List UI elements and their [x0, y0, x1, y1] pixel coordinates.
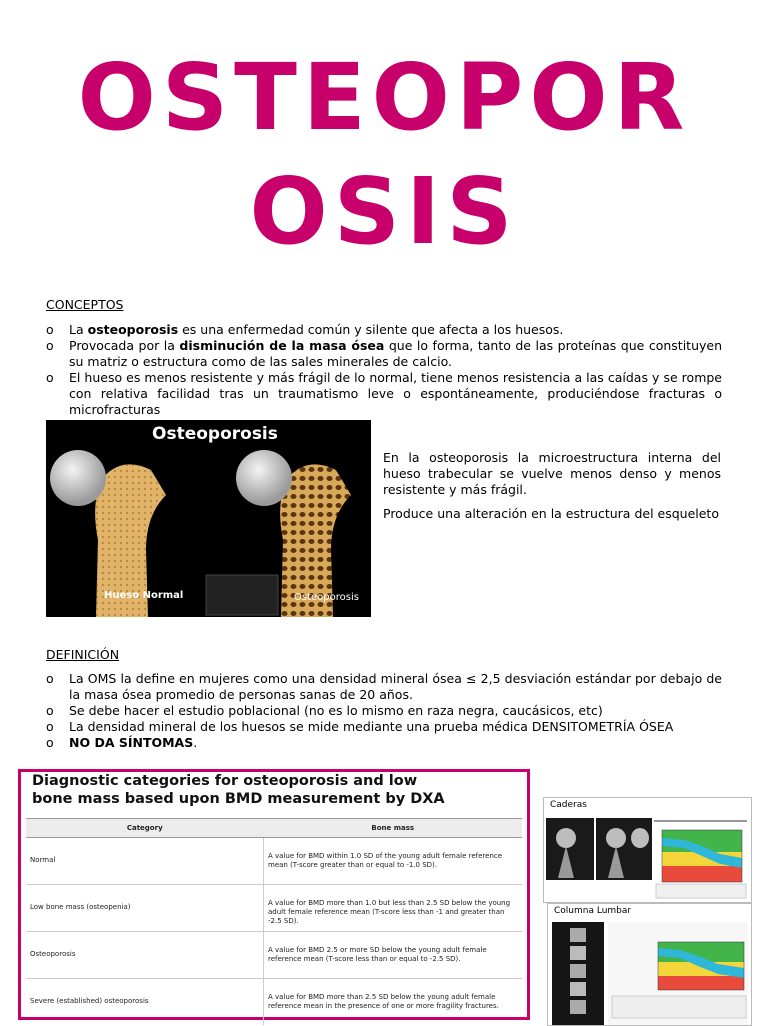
bullet-marker: o [46, 719, 54, 734]
side-paragraph-2: Produce una alteración en la estructura del esqueleto [383, 506, 719, 521]
image-label-normal: Hueso Normal [104, 590, 184, 601]
scan-label-hips: Caderas [550, 800, 587, 810]
table-header-row [26, 819, 522, 838]
page-title-line2: OSIS [249, 158, 519, 265]
table-cell: Low bone mass (osteopenia) [26, 885, 264, 932]
definicion-list [46, 671, 722, 751]
table-cell: Normal [26, 838, 264, 885]
bullet-marker: o [46, 370, 54, 385]
femur-illustration [46, 420, 371, 617]
bullet-marker: o [46, 338, 54, 353]
table-cell: A value for BMD 2.5 or more SD below the young adult female reference mean (T-score less than or equal to -2.5 SD). [264, 932, 523, 979]
conceptos-list [46, 322, 722, 418]
column-header-category: Category [26, 819, 264, 838]
dxa-table-title: Diagnostic categories for osteoporosis and low bone mass based upon BMD measurement by DXA [32, 773, 445, 807]
bullet-marker: o [46, 671, 54, 686]
bullet-marker: o [46, 322, 54, 337]
page-title-line1: OSTEOPOR [77, 44, 691, 151]
list-item: o Se debe hacer el estudio poblacional (no es lo mismo en raza negra, caucásicos, etc) [46, 703, 603, 718]
table-row [26, 885, 522, 932]
section-heading-conceptos: CONCEPTOS [46, 297, 124, 312]
dxa-table [26, 818, 522, 1025]
osteoporosis-bone-image [46, 420, 371, 617]
list-item: o Provocada por la disminución de la masa ósea que lo forma, tanto de las proteínas que constituyen su matriz o estructura como de las sales minerales de calcio. [46, 338, 723, 369]
table-cell: A value for BMD more than 1.0 but less than 2.5 SD below the young adult female reference mean (T-score less than -1 and greater than -2.5 SD). [264, 885, 523, 932]
spine-densitometry-scan [547, 903, 752, 1026]
image-label-osteoporosis: Osteoporosis [294, 592, 359, 603]
column-header-bone-mass: Bone mass [264, 819, 523, 838]
side-paragraph-1: En la osteoporosis la microestructura interna del hueso trabecular se vuelve menos denso y menos resistente y más frágil. [383, 450, 721, 497]
table-row [26, 979, 522, 1026]
list-item: o NO DA SÍNTOMAS. [46, 735, 198, 750]
list-item: o El hueso es menos resistente y más frágil de lo normal, tiene menos resistencia a las caídas y se rompe con relativa facilidad tras un traumatismo leve o espontáneamente, produciéndose fracturas o microfracturas [46, 370, 722, 417]
list-item: o La OMS la define en mujeres como una densidad mineral ósea ≤ 2,5 desviación estándar por debajo de la masa ósea promedio de personas sanas de 20 años. [46, 671, 722, 702]
list-item: o La osteoporosis es una enfermedad común y silente que afecta a los huesos. [46, 322, 564, 337]
table-row [26, 838, 522, 885]
scan-label-spine: Columna Lumbar [554, 906, 632, 916]
hip-scan-graphic [544, 798, 751, 902]
table-cell: Severe (established) osteoporosis [26, 979, 264, 1026]
section-heading-definicion: DEFINICIÓN [46, 647, 120, 662]
table-cell: Osteoporosis [26, 932, 264, 979]
bullet-marker: o [46, 703, 54, 718]
spine-scan-graphic [548, 904, 751, 1025]
image-title: Osteoporosis [152, 424, 278, 444]
bullet-marker: o [46, 735, 54, 750]
table-cell: A value for BMD within 1.0 SD of the young adult female reference mean (T-score greater than or equal to -1.0 SD). [264, 838, 523, 885]
table-cell: A value for BMD more than 2.5 SD below the young adult female reference mean in the presence of one or more fragility fractures. [264, 979, 523, 1026]
table-row [26, 932, 522, 979]
list-item: o La densidad mineral de los huesos se mide mediante una prueba médica DENSITOMETRÍA ÓSEA [46, 719, 674, 734]
hip-densitometry-scan [543, 797, 752, 903]
